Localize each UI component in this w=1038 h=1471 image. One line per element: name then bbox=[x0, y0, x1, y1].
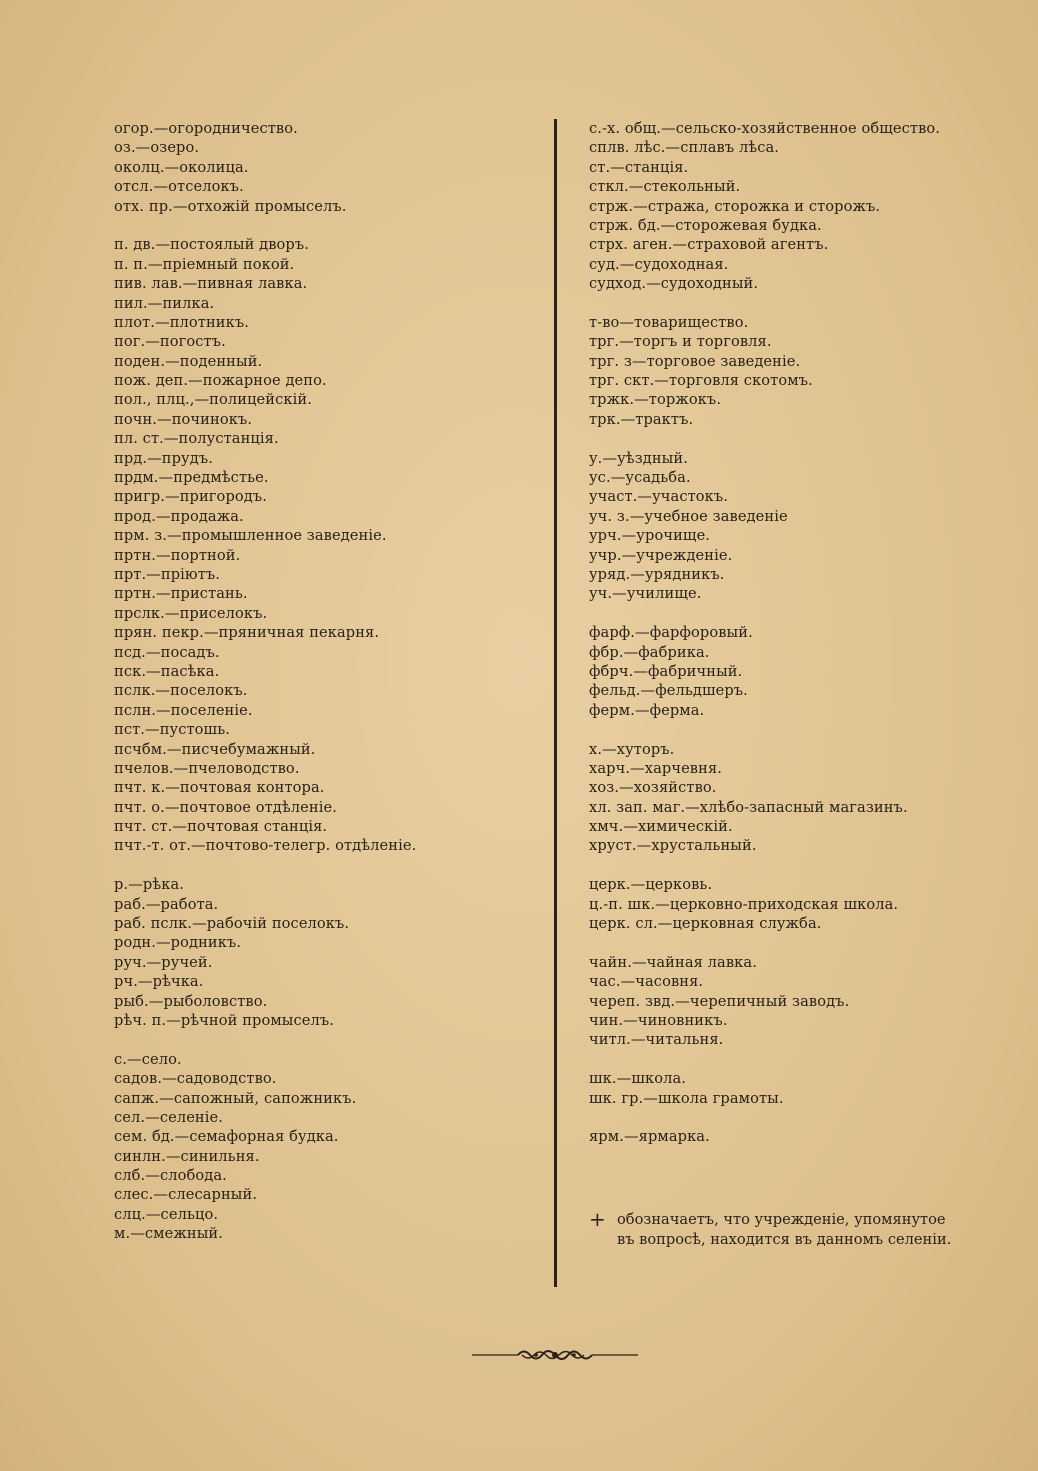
abbreviation-entry: суд.—судоходная. bbox=[589, 255, 729, 273]
abbreviation-entry: тржк.—торжокъ. bbox=[589, 391, 722, 409]
abbreviation-entry: пив. лав.—пивная лавка. bbox=[114, 275, 308, 293]
abbreviation-entry: пог.—погостъ. bbox=[114, 333, 226, 351]
abbreviation-group bbox=[589, 740, 1014, 856]
abbreviation-entry: шк. гр.—школа грамоты. bbox=[589, 1089, 784, 1107]
abbreviation-entry: псчбм.—писчебумажный. bbox=[114, 740, 316, 758]
abbreviation-entry: участ.—участокъ. bbox=[589, 488, 729, 506]
abbreviation-entry: чин.—чиновникъ. bbox=[589, 1011, 728, 1029]
abbreviation-entry: читл.—читальня. bbox=[589, 1031, 724, 1049]
abbreviation-entry: слц.—сельцо. bbox=[114, 1205, 219, 1223]
abbreviation-entry: х.—хуторъ. bbox=[589, 740, 675, 758]
abbreviation-entry: сткл.—стекольный. bbox=[589, 178, 741, 196]
abbreviation-entry: урч.—урочище. bbox=[589, 527, 711, 545]
left-column bbox=[114, 119, 544, 1263]
abbreviation-entry: пож. деп.—пожарное депо. bbox=[114, 372, 327, 390]
abbreviation-entry: фарф.—фарфоровый. bbox=[589, 624, 753, 642]
abbreviation-entry: пл. ст.—полустанція. bbox=[114, 430, 279, 448]
abbreviation-entry: уряд.—урядникъ. bbox=[589, 565, 725, 583]
plus-symbol: + bbox=[589, 1207, 606, 1231]
abbreviation-group bbox=[114, 119, 544, 216]
abbreviation-entry: судход.—судоходный. bbox=[589, 275, 759, 293]
abbreviation-entry: пчт.-т. от.—почтово-телегр. отдѣленіе. bbox=[114, 837, 417, 855]
abbreviation-entry: оз.—озеро. bbox=[114, 139, 200, 157]
abbreviation-entry: пчелов.—пчеловодство. bbox=[114, 759, 300, 777]
abbreviation-entry: сел.—селеніе. bbox=[114, 1108, 224, 1126]
column-divider bbox=[554, 119, 557, 1287]
abbreviation-entry: п. дв.—постоялый дворъ. bbox=[114, 236, 309, 254]
abbreviation-entry: п. п.—пріемный покой. bbox=[114, 255, 295, 273]
abbreviation-entry: ус.—усадьба. bbox=[589, 469, 691, 487]
abbreviation-entry: трг. з—торговое заведеніе. bbox=[589, 352, 801, 370]
abbreviation-entry: уч.—училище. bbox=[589, 585, 702, 603]
abbreviation-entry: огор.—огородничество. bbox=[114, 120, 298, 137]
abbreviation-entry: церк.—церковь. bbox=[589, 876, 713, 894]
abbreviation-entry: фбр.—фабрика. bbox=[589, 643, 710, 661]
abbreviation-entry: родн.—родникъ. bbox=[114, 934, 242, 952]
abbreviation-entry: отсл.—отселокъ. bbox=[114, 178, 244, 196]
abbreviation-entry: рѣч. п.—рѣчной промыселъ. bbox=[114, 1011, 335, 1029]
footnote-line-2: въ вопросѣ, находится въ данномъ селеніи. bbox=[617, 1231, 952, 1248]
abbreviation-entry: уч. з.—учебное заведеніе bbox=[589, 507, 788, 525]
abbreviation-entry: раб.—работа. bbox=[114, 895, 219, 913]
ornament-divider bbox=[470, 1340, 640, 1370]
abbreviation-entry: трг. скт.—торговля скотомъ. bbox=[589, 372, 813, 390]
abbreviation-entry: хмч.—химическій. bbox=[589, 818, 733, 836]
abbreviation-entry: пчт. ст.—почтовая станція. bbox=[114, 818, 328, 836]
abbreviation-entry: пртн.—портной. bbox=[114, 546, 241, 564]
abbreviation-entry: слес.—слесарный. bbox=[114, 1186, 258, 1204]
abbreviation-group bbox=[114, 875, 544, 1030]
abbreviation-entry: хл. зап. маг.—хлѣбо-запасный магазинъ. bbox=[589, 798, 908, 816]
abbreviation-entry: прян. пекр.—пряничная пекарня. bbox=[114, 624, 380, 642]
abbreviation-entry: пслн.—поселеніе. bbox=[114, 701, 253, 719]
abbreviation-entry: с.—село. bbox=[114, 1050, 182, 1068]
abbreviation-entry: отх. пр.—отхожій промыселъ. bbox=[114, 197, 347, 215]
abbreviation-entry: т-во—товарищество. bbox=[589, 313, 749, 331]
abbreviation-entry: садов.—садоводство. bbox=[114, 1070, 277, 1088]
abbreviation-group bbox=[114, 1050, 544, 1244]
abbreviation-entry: м.—смежный. bbox=[114, 1225, 223, 1243]
abbreviation-entry: стрх. аген.—страховой агентъ. bbox=[589, 236, 829, 254]
abbreviation-group bbox=[589, 119, 1014, 294]
abbreviation-group bbox=[589, 449, 1014, 604]
abbreviation-entry: у.—уѣздный. bbox=[589, 449, 688, 467]
abbreviation-group bbox=[589, 313, 1014, 429]
abbreviation-entry: прслк.—приселокъ. bbox=[114, 604, 268, 622]
abbreviation-entry: псд.—посадъ. bbox=[114, 643, 220, 661]
abbreviation-entry: ферм.—ферма. bbox=[589, 701, 705, 719]
abbreviation-entry: плот.—плотникъ. bbox=[114, 313, 249, 331]
abbreviation-entry: сплв. лѣс.—сплавъ лѣса. bbox=[589, 139, 780, 157]
abbreviation-entry: сем. бд.—семафорная будка. bbox=[114, 1128, 339, 1146]
abbreviation-entry: пригр.—пригородъ. bbox=[114, 488, 267, 506]
abbreviation-entry: почн.—починокъ. bbox=[114, 410, 253, 428]
abbreviation-entry: пчт. о.—почтовое отдѣленіе. bbox=[114, 798, 337, 816]
abbreviation-entry: сапж.—сапожный, сапожникъ. bbox=[114, 1089, 357, 1107]
abbreviation-entry: фельд.—фельдшеръ. bbox=[589, 682, 748, 700]
abbreviation-group bbox=[589, 953, 1014, 1050]
abbreviation-entry: прм. з.—промышленное заведеніе. bbox=[114, 527, 387, 545]
abbreviation-entry: церк. сл.—церковная служба. bbox=[589, 915, 822, 933]
footnote-line-1: обозначаетъ, что учрежденіе, упомянутое bbox=[617, 1211, 946, 1228]
abbreviation-entry: хруст.—хрустальный. bbox=[589, 837, 757, 855]
abbreviation-entry: трг.—торгъ и торговля. bbox=[589, 333, 772, 351]
abbreviation-entry: раб. пслк.—рабочій поселокъ. bbox=[114, 915, 350, 933]
abbreviation-group bbox=[589, 1127, 1014, 1146]
abbreviation-entry: прт.—пріютъ. bbox=[114, 565, 221, 583]
abbreviation-entry: пчт. к.—почтовая контора. bbox=[114, 779, 325, 797]
abbreviation-entry: хоз.—хозяйство. bbox=[589, 779, 717, 797]
abbreviation-entry: руч.—ручей. bbox=[114, 953, 213, 971]
footnote bbox=[589, 1209, 951, 1250]
abbreviation-entry: шк.—школа. bbox=[589, 1070, 687, 1088]
abbreviation-group bbox=[589, 1069, 1014, 1108]
right-column bbox=[589, 119, 1014, 1166]
abbreviation-entry: ст.—станція. bbox=[589, 158, 689, 176]
abbreviation-entry: час.—часовня. bbox=[589, 973, 704, 991]
abbreviation-entry: пол., плц.,—полицейскій. bbox=[114, 391, 312, 409]
abbreviation-entry: слб.—слобода. bbox=[114, 1167, 227, 1185]
abbreviation-entry: пск.—пасѣка. bbox=[114, 662, 220, 680]
abbreviation-entry: рч.—рѣчка. bbox=[114, 973, 204, 991]
abbreviation-entry: синлн.—синильня. bbox=[114, 1147, 260, 1165]
abbreviation-entry: стрж.—стража, сторожка и сторожъ. bbox=[589, 197, 881, 215]
abbreviation-group bbox=[114, 235, 544, 856]
abbreviation-entry: пслк.—поселокъ. bbox=[114, 682, 248, 700]
abbreviation-entry: ц.-п. шк.—церковно-приходская школа. bbox=[589, 895, 899, 913]
abbreviation-entry: прдм.—предмѣстье. bbox=[114, 469, 269, 487]
abbreviation-entry: с.-х. общ.—сельско-хозяйственное общество. bbox=[589, 120, 941, 137]
abbreviation-entry: трк.—трактъ. bbox=[589, 410, 694, 428]
abbreviation-entry: прод.—продажа. bbox=[114, 507, 244, 525]
abbreviation-entry: ярм.—ярмарка. bbox=[589, 1128, 710, 1146]
abbreviation-entry: пст.—пустошь. bbox=[114, 721, 231, 739]
abbreviation-entry: прд.—прудъ. bbox=[114, 449, 213, 467]
abbreviation-entry: р.—рѣка. bbox=[114, 876, 184, 894]
abbreviation-entry: учр.—учрежденіе. bbox=[589, 546, 733, 564]
abbreviation-entry: пил.—пилка. bbox=[114, 294, 215, 312]
abbreviation-entry: чайн.—чайная лавка. bbox=[589, 953, 757, 971]
abbreviation-entry: поден.—поденный. bbox=[114, 352, 263, 370]
abbreviation-entry: рыб.—рыболовство. bbox=[114, 992, 268, 1010]
abbreviation-group bbox=[589, 623, 1014, 720]
abbreviation-entry: череп. звд.—черепичный заводъ. bbox=[589, 992, 850, 1010]
abbreviation-group bbox=[589, 875, 1014, 933]
abbreviation-entry: стрж. бд.—сторожевая будка. bbox=[589, 216, 822, 234]
abbreviation-entry: околц.—околица. bbox=[114, 158, 249, 176]
abbreviation-entry: харч.—харчевня. bbox=[589, 759, 723, 777]
abbreviation-entry: фбрч.—фабричный. bbox=[589, 662, 743, 680]
abbreviation-entry: пртн.—пристань. bbox=[114, 585, 248, 603]
